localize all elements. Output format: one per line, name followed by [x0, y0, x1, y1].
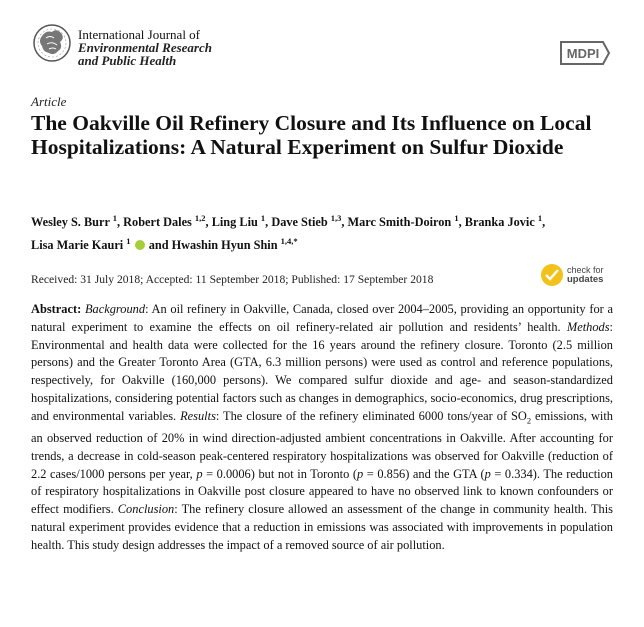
abstract-background: : An oil refinery in Oakville, Canada, closed over 2004–2005, providing an opportunity for a natural experiment to examine the effects on oil refinery-related air pollution and residents’ health. — [31, 302, 613, 334]
check-for-updates-button[interactable] — [541, 262, 633, 290]
author-affiliation: 1 — [260, 213, 266, 223]
author-affiliation: 1,2 — [194, 213, 206, 223]
abstract-conclusion: : The refinery closure allowed an assessment of the change in community health. This natural experiment provides evidence that a reduction in emissions was associated with improvements in population health. This study design addresses the impact of a removed source of air pollution. — [31, 502, 613, 552]
abstract-section-label: Conclusion — [117, 502, 175, 517]
author-name: Wesley S. Burr — [31, 215, 110, 230]
subscript: 2 — [526, 415, 532, 426]
author-affiliation: 1 — [537, 213, 543, 223]
author-name: Lisa Marie Kauri — [31, 238, 124, 253]
abstract-results: = 0.0006) but not in Toronto ( — [202, 466, 357, 481]
author-name: Dave Stieb — [271, 215, 328, 230]
paper-title: The Oakville Oil Refinery Closure and Its Influence on Local Hospitalizations: A Natural Experiment on Sulfur Dioxide — [31, 111, 592, 159]
mdpi-logo — [557, 38, 613, 68]
updates-badge-line2: updates — [567, 274, 604, 285]
abstract-section-label: Results — [180, 408, 216, 423]
abstract-label: Abstract: — [31, 302, 82, 316]
author-list: Wesley S. Burr $^1$, Robert Dales $^{1,2}$, Ling Liu $^1$, Dave Stieb $^{1,3}$, Marc Smith-Doiron $^1$, Branka Jovic $^1$, Lisa Marie Kauri $^1$ and Hwashin Hyun Shin $^{1,4,*}$ — [31, 213, 546, 253]
author-affiliation: 1 — [112, 213, 118, 223]
check-icon — [541, 264, 563, 286]
p-value-symbol: p — [357, 466, 364, 481]
mdpi-logo-text: MDPI — [566, 46, 600, 61]
abstract-section-label: Background — [84, 302, 146, 316]
p-value-symbol: p — [484, 466, 491, 481]
author-name: Ling Liu — [211, 215, 258, 230]
journal-logo-icon — [32, 20, 72, 66]
abstract-results: = 0.334). The reduction of respiratory hospitalizations in Oakville post closure appeared to have no observed link to known confounders or effect modifiers. — [31, 466, 613, 517]
updates-badge-line1: check for — [567, 265, 604, 275]
publication-dates: Received: 31 July 2018; Accepted: 11 September 2018; Published: 17 September 2018 — [31, 273, 434, 286]
journal-name-line2: Environmental Research — [78, 40, 212, 55]
abstract-section-label: Methods — [566, 319, 610, 334]
author-affiliation: 1,3 — [330, 213, 342, 223]
journal-name-line1: International Journal of — [78, 27, 201, 42]
abstract-results: : The closure of the refinery eliminated 6000 tons/year of SO — [215, 408, 527, 423]
article-type: Article — [31, 94, 67, 109]
author-conjunction: and — [148, 238, 169, 253]
orcid-icon[interactable] — [135, 240, 145, 250]
author-affiliation: 1,4,* — [280, 236, 298, 247]
p-value-symbol: p — [196, 466, 203, 481]
journal-name — [78, 28, 212, 67]
author-name: Hwashin Hyun Shin — [171, 238, 278, 253]
abstract-results: = 0.856) and the GTA ( — [363, 466, 485, 481]
author-name: Branka Jovic — [464, 215, 535, 230]
journal-name-line3: and Public Health — [78, 53, 177, 68]
abstract — [31, 301, 613, 555]
abstract-methods: : Environmental and health data were collected for the 16 years around the refinery closure. Toronto (2.5 million persons) and the Greater Toronto Area (GTA, 6.3 million persons) were used as control and reference populations, respectively, for Oakville (160,000 persons). We compared sulfur dioxide and age- and season-standardized hospitalizations, considering potential factors such as changes in demographics, socio-economics, drug prescriptions, and environmental variables. — [31, 319, 613, 423]
author-affiliation: 1 — [454, 213, 459, 223]
author-name: Robert Dales — [123, 215, 192, 230]
author-affiliation: 1 — [126, 236, 131, 247]
abstract-results: emissions, with an observed reduction of 20% in wind direction-adjusted ambient concentrations in Oakville. After accounting for trends, a decrease in cold-season peak-centered respiratory hospitalizations was observed for Oakville (reduction of 2.2 cases/1000 persons per year, — [31, 408, 613, 481]
author-name: Marc Smith-Doiron — [347, 215, 452, 230]
